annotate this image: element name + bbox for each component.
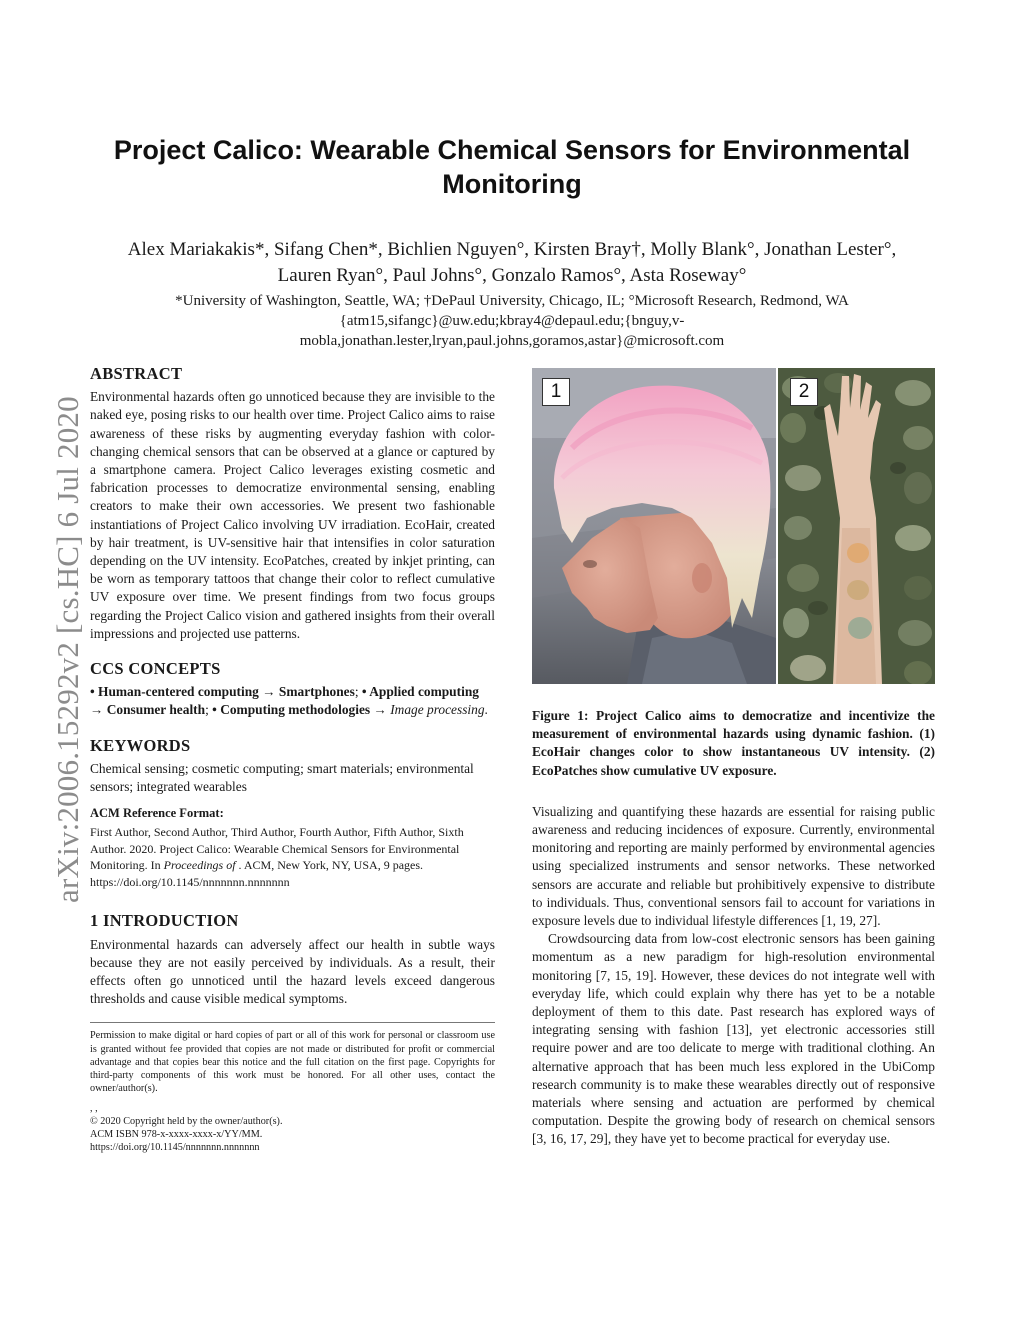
author-list <box>100 237 924 289</box>
affiliation-line-1: *University of Washington, Seattle, WA; †DePaul University, Chicago, IL; °Microsoft Research, Redmond, WA <box>175 293 849 309</box>
acm-ref-text: First Author, Second Author, Third Author, Fourth Author, Fifth Author, Sixth Author. 2020. Project Calico: Wearable Chemical Sensors for Environmental Monitoring. In Proceedings of . ACM, New York, NY, USA, 9 pages. https://doi.org/10.1145/nnnnnnn.nnnnnnn <box>90 825 464 889</box>
keywords-text: Chemical sensing; cosmetic computing; smart materials; environmental sensors; integrated wearables <box>90 760 474 795</box>
introduction-text: Environmental hazards can adversely affect our health in subtle ways because they are not easily perceived by individuals. As a result, their effects often go unnoticed until the hazard levels exceed dangerous thresholds and cause visible medical symptoms. <box>90 936 495 1007</box>
affiliations <box>100 291 924 351</box>
author-line-1: Alex Mariakakis*, Sifang Chen*, Bichlien Nguyen°, Kirsten Bray†, Molly Blank°, Jonathan Lester°, <box>127 239 897 260</box>
right-column <box>532 365 935 1149</box>
arxiv-identifier: arXiv:2006.15292v2 [cs.HC] 6 Jul 2020 <box>50 396 85 904</box>
abstract-heading: ABSTRACT <box>90 364 183 383</box>
permission-text: Permission to make digital or hard copies of part or all of this work for personal or classroom use is granted without fee provided that copies are not made or distributed for profit or commercial advantage and that copies bear this notice and the full citation on the first page. Copyrights for third-party components of this work must be honored. For all other uses, contact the owner/author(s). <box>90 1030 495 1095</box>
figure-label-2: 2 <box>790 378 818 406</box>
doi-line: https://doi.org/10.1145/nnnnnnn.nnnnnnn <box>90 1141 260 1153</box>
copyright-line: © 2020 Copyright held by the owner/author(s). <box>90 1115 283 1127</box>
ccs-item-consumer-health: • Applied computing → Consumer health <box>90 684 479 718</box>
arxiv-sidebar <box>48 370 88 930</box>
paper-title: Project Calico: Wearable Chemical Sensors for Environmental Monitoring <box>113 135 911 199</box>
left-column <box>90 365 495 1154</box>
right-paragraph-1: Visualizing and quantifying these hazards are essential for raising public awareness and reducing incidences of exposure. Currently, environmental monitoring and reporting are mainly performed by environmental agencies using specialized instruments and sensor networks. These networked sensors are accurate and reliable but prohibitively expensive to distribute to individuals. Thus, conventional sensors fail to account for variations in exposure levels due to individual lifestyle differences [1, 19, 27]. <box>532 803 935 929</box>
footnote-commas: , , <box>90 1102 98 1114</box>
ccs-item-image-processing: Image processing <box>390 702 485 718</box>
figure-caption: Figure 1: Project Calico aims to democratize and incentivize the measurement of environmental hazards using dynamic fashion. (1) EcoHair changes color to show instantaneous UV intensity. (2) EcoPatches show cumulative UV exposure. <box>532 708 935 778</box>
ccs-heading: CCS CONCEPTS <box>90 659 221 679</box>
email-line-2: mobla,jonathan.lester,lryan,paul.johns,goramos,astar}@microsoft.com <box>299 333 725 349</box>
ccs-item-computing-methodologies: • Computing methodologies → <box>212 702 387 718</box>
right-paragraph-2: Crowdsourcing data from low-cost electronic sensors has been gaining momentum as a new paradigm for high-resolution environmental monitoring [7, 15, 19]. However, these devices do not integrate well with everyday life, which could explain why there has yet to be a notable deployment of them to this date. Past research has explored ways of integrating sensing with fashion [13], yet electronic accessories still require power and are too delicate to merge with traditional clothing. An alternative approach that has been much less explored in the UbiComp research community is to make these wearables directly out of responsive materials where sensing and actuation are performed by chemical computation. Despite the growing body of research on chemical sensors [3, 16, 17, 29], they have yet to become practical for everyday use. <box>532 931 935 1147</box>
permission-footnote <box>90 1022 495 1153</box>
introduction-heading: 1 INTRODUCTION <box>90 911 239 931</box>
acm-ref-heading: ACM Reference Format: <box>90 806 224 821</box>
abstract-text: Environmental hazards often go unnoticed because they are invisible to the naked eye, posing risks to our health over time. Project Calico aims to raise awareness of these risks by augmenting everyday fashion with color-changing chemical sensors that can be observed at a glance or captured by a smartphone camera. Project Calico leverages existing cosmetic and fabrication processes to democratize environmental sensing, enabling creators to make their own accessories. We present two fashionable instantiations of Project Calico involving UV irradiation. EcoHair, created by hair treatment, is UV-sensitive hair that intensifies in color saturation depending on the UV intensity. EcoPatches, created by inkjet printing, can be worn as temporary tattoos that change their color to reflect cumulative UV exposure over time. We present findings from two focus groups regarding the Project Calico vision and gathered insights from their overall impressions and projected use patterns. <box>90 389 495 641</box>
email-line-1: {atm15,sifangc}@uw.edu;kbray4@depaul.edu;{bnguy,v- <box>339 313 685 329</box>
ecohair-photo <box>532 368 776 684</box>
ecopatches-photo <box>778 368 935 684</box>
isbn-line: ACM ISBN 978-x-xxxx-xxxx-x/YY/MM. <box>90 1128 263 1140</box>
author-line-2: Lauren Ryan°, Paul Johns°, Gonzalo Ramos°, Asta Roseway° <box>277 265 747 286</box>
ccs-item-smartphones: • Human-centered computing → Smartphones <box>90 684 355 700</box>
figure-label-1: 1 <box>542 378 570 406</box>
keywords-heading: KEYWORDS <box>90 735 191 755</box>
figure-1 <box>532 368 935 684</box>
ccs-concepts: • Human-centered computing → Smartphones; • Applied computing → Consumer health; • Computing methodologies → Image processing. <box>90 684 488 718</box>
